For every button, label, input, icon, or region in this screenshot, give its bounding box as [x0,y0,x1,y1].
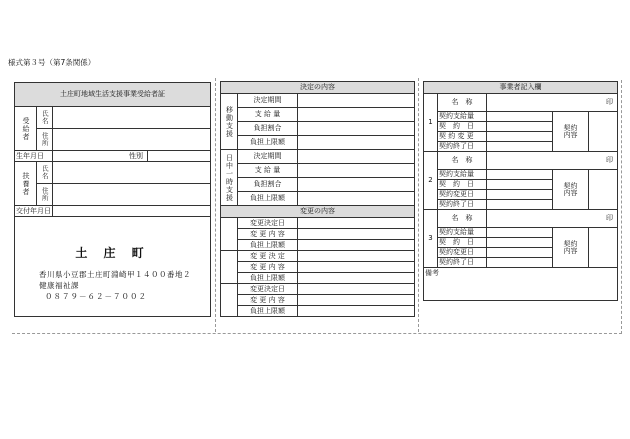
cut-line-left [215,78,216,332]
decision-row-label: 負担割合 [238,122,298,136]
contract-contents-label: 契約 内容 [553,112,589,152]
contract-row-label: 契約終了日 [438,200,487,210]
change-row-label: 負担上限額 [238,306,298,317]
seal-label: 印 [487,210,618,228]
decision-table [220,81,415,317]
decision-row-label: 負担上限額 [238,192,298,206]
provider-title: 事業者記入欄 [424,82,618,94]
form-number: 様式第３号（第7条関係） [8,58,96,67]
cut-line-edge [621,80,622,334]
contract-row-label: 契 約 日 [438,180,487,190]
issuer-town: 土 庄 町 [75,246,150,260]
remarks-label: 備考 [424,268,618,301]
decision-row-label: 支 給 量 [238,108,298,122]
change-row-label: 変更決定日 [238,284,298,295]
decision-row-label: 決定期間 [238,94,298,108]
contract-row-label: 契約変更日 [438,248,487,258]
change-row-label: 負担上限額 [238,273,298,284]
provider-number: 1 [424,94,438,152]
contract-row-label: 契 約 日 [438,238,487,248]
contract-row-label: 契約終了日 [438,142,487,152]
issuer-block [15,217,211,317]
issuer-address: 香川県小豆郡土庄町淵崎甲１４００番地２ [39,270,191,279]
change-row-label: 負担上限額 [238,240,298,251]
guardian-name-label: 氏名 [37,162,53,184]
contract-row-label: 契 約 変 更 [438,132,487,142]
contract-row-label: 契約変更日 [438,190,487,200]
name-field [53,107,211,129]
change-row-label: 変 更 内 容 [238,262,298,273]
seal-label: 印 [487,152,618,170]
address-label: 住所 [37,129,53,151]
change-row-label: 変 更 内 容 [238,295,298,306]
address-field [53,129,211,151]
gender-field [148,151,211,162]
provider-number: 3 [424,210,438,268]
decision-row-label: 支 給 量 [238,164,298,178]
guardian-address-label: 住所 [37,184,53,206]
guardian-address-field [53,184,211,206]
cut-line-bottom [12,333,622,334]
card-title: 土庄町地域生活支援事業受給者証 [15,83,211,107]
contract-row-label: 契約終了日 [438,258,487,268]
contract-row-label: 契約支給量 [438,228,487,238]
issuer-phone: ０８７９－６２－７００２ [45,292,147,301]
change-row-label: 変 更 決 定 [238,251,298,262]
name-label: 氏名 [37,107,53,129]
contract-contents-label: 契約 内容 [553,170,589,210]
provider-number: 2 [424,152,438,210]
recipient-group-label: 受給者 [15,107,37,151]
issue-date-field [53,206,211,217]
decision-row-label: 負担上限額 [238,136,298,150]
provider-name-label: 名 称 [438,94,487,112]
contract-row-label: 契約支給量 [438,112,487,122]
change-row-label: 変更決定日 [238,218,298,229]
contract-contents-label: 契約 内容 [553,228,589,268]
guardian-group-label: 扶養者 [15,162,37,206]
guardian-name-field [53,162,211,184]
change-row-label: 変 更 内 容 [238,229,298,240]
decision-row-label: 決定期間 [238,150,298,164]
contract-row-label: 契 約 日 [438,122,487,132]
gender-label: 性別 [53,151,148,162]
recipient-card [14,82,211,317]
cut-line-right [418,78,419,332]
decision-row-label: 負担割合 [238,178,298,192]
seal-label: 印 [487,94,618,112]
provider-name-label: 名 称 [438,210,487,228]
birthdate-label: 生年月日 [15,151,53,162]
provider-table [423,81,618,301]
daytime-support-label: 日中一時支援 [221,150,238,206]
contract-row-label: 契約支給量 [438,170,487,180]
issuer-department: 健康福祉課 [39,280,79,290]
mobility-support-label: 移動支援 [221,94,238,150]
decision-title: 決定の内容 [221,82,415,94]
issue-date-label: 交付年月日 [16,206,51,215]
provider-name-label: 名 称 [438,152,487,170]
changes-title: 変更の内容 [221,206,415,218]
